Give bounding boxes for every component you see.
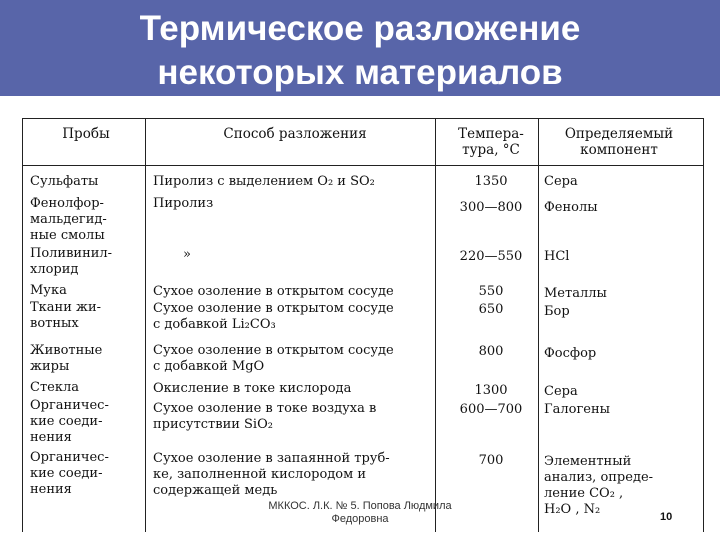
table-border-top bbox=[22, 118, 704, 119]
row-component: Галогены bbox=[544, 402, 610, 417]
row-sample: Органичес- кие соеди- нения bbox=[30, 398, 109, 445]
row-temperature: 1350 bbox=[474, 174, 508, 189]
row-sample: Ткани жи- вотных bbox=[30, 300, 102, 331]
header-samples: Пробы bbox=[62, 126, 110, 142]
row-component: Фосфор bbox=[544, 346, 597, 361]
slide-title-line-2: некоторых материалов bbox=[157, 53, 563, 92]
row-method: Сухое озоление в открытом сосуде bbox=[153, 284, 394, 299]
row-method: Сухое озоление в запаянной труб- ке, заполненной кислородом и содержащей медь bbox=[153, 451, 390, 498]
slide-title-line-1: Термическое разложение bbox=[139, 9, 581, 48]
row-component: Сера bbox=[544, 384, 578, 399]
row-temperature: 650 bbox=[478, 302, 504, 317]
row-method: » bbox=[183, 247, 191, 262]
row-sample: Мука bbox=[30, 283, 67, 298]
page-number: 10 bbox=[660, 511, 673, 523]
header-divider bbox=[22, 165, 704, 166]
column-divider bbox=[145, 118, 146, 532]
row-method: Сухое озоление в открытом сосуде с добавкой Li₂CO₃ bbox=[153, 301, 394, 332]
row-component: Элементный анализ, опреде- ление CO₂ , H₂O , N₂ bbox=[544, 454, 654, 517]
row-sample: Сульфаты bbox=[30, 174, 99, 189]
table-border-right bbox=[703, 118, 704, 532]
header-method: Способ разложения bbox=[223, 126, 367, 142]
row-sample: Фенолфор- мальдегид- ные смолы bbox=[30, 196, 107, 243]
row-method: Пиролиз bbox=[153, 196, 214, 211]
row-method: Окисление в токе кислорода bbox=[153, 381, 352, 396]
row-component: HCl bbox=[544, 249, 570, 264]
footer-caption: МККОС. Л.К. № 5. Попова Людмила Федоровна bbox=[268, 500, 452, 525]
header-component: Определяемый компонент bbox=[564, 126, 674, 158]
row-temperature: 700 bbox=[478, 453, 504, 468]
row-temperature: 220—550 bbox=[459, 249, 523, 264]
row-method: Пиролиз с выделением O₂ и SO₂ bbox=[153, 174, 375, 189]
row-component: Сера bbox=[544, 174, 578, 189]
row-temperature: 550 bbox=[478, 284, 504, 299]
row-component: Бор bbox=[544, 304, 570, 319]
row-component: Фенолы bbox=[544, 200, 598, 215]
title-banner bbox=[0, 0, 720, 96]
row-sample: Органичес- кие соеди- нения bbox=[30, 450, 109, 497]
table-border-left bbox=[22, 118, 23, 532]
row-temperature: 1300 bbox=[474, 383, 508, 398]
row-component: Металлы bbox=[544, 286, 607, 301]
row-temperature: 800 bbox=[478, 344, 504, 359]
row-method: Сухое озоление в токе воздуха в присутствии SiO₂ bbox=[153, 401, 377, 432]
row-temperature: 300—800 bbox=[459, 200, 523, 215]
row-temperature: 600—700 bbox=[459, 402, 523, 417]
row-method: Сухое озоление в открытом сосуде с добавкой MgO bbox=[153, 343, 394, 374]
header-temperature: Темпера- тура, °С bbox=[458, 126, 524, 158]
row-sample: Животные жиры bbox=[30, 343, 103, 374]
row-sample: Поливинил- хлорид bbox=[30, 246, 113, 277]
row-sample: Стекла bbox=[30, 380, 79, 395]
decomposition-table bbox=[22, 118, 704, 532]
